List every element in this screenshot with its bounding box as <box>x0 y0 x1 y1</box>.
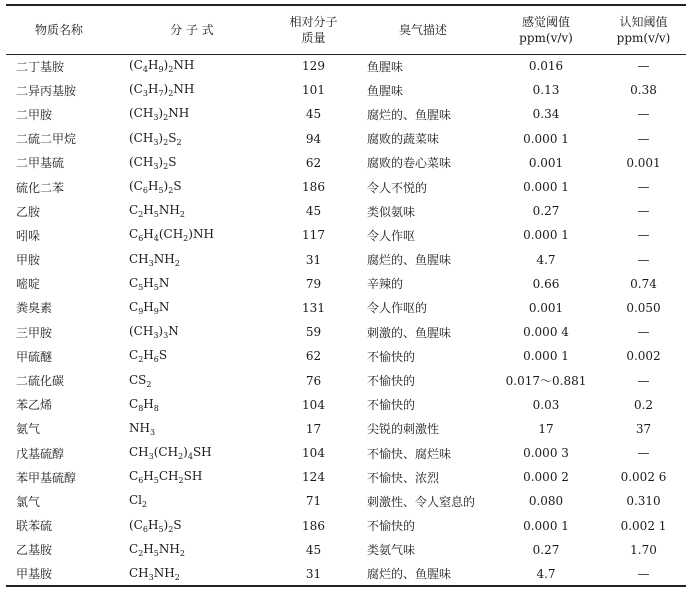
detection-threshold-cell: 4.7 <box>491 562 601 586</box>
molecular-weight-cell: 101 <box>302 83 325 98</box>
formula-subscript: 2 <box>179 548 185 558</box>
formula-cell <box>112 538 272 562</box>
substance-name-cell: 二甲胺 <box>16 107 53 122</box>
formula-text: N <box>158 299 170 314</box>
substance-name-cell: 甲胺 <box>16 253 41 268</box>
formula-text: )NH <box>188 227 214 242</box>
molecular-weight-cell: 117 <box>302 228 325 243</box>
formula-subscript: 3 <box>153 161 159 171</box>
recognition-threshold-cell: — <box>637 446 650 461</box>
table-row <box>6 514 686 538</box>
formula-cell <box>112 489 272 513</box>
formula-text: ) <box>163 517 169 532</box>
table-row <box>6 393 686 417</box>
odor-description-cell: 不愉快、浓烈 <box>367 470 440 485</box>
formula-text: ) <box>183 445 188 460</box>
formula-text: S <box>158 348 168 363</box>
formula-cell <box>112 393 272 417</box>
table-row <box>6 199 686 223</box>
formula-cell <box>112 296 272 320</box>
molecular-weight-cell: 94 <box>305 131 322 146</box>
formula-text: S <box>168 154 177 169</box>
formula-text: S <box>168 130 177 145</box>
table-row <box>6 489 686 513</box>
header-recognition-threshold: 认知阈值 ppm(v/v) <box>601 5 686 54</box>
molecular-weight-cell: 45 <box>305 204 322 219</box>
table-row <box>6 320 686 344</box>
odor-description-cell: 不愉快的 <box>367 374 416 389</box>
detection-threshold-cell: 0.000 1 <box>523 131 569 146</box>
formula-text: (CH <box>129 130 154 145</box>
molecular-weight-cell: 62 <box>305 155 322 170</box>
formula-text: H <box>147 82 159 97</box>
table-row <box>6 465 686 489</box>
formula-text: H <box>143 469 154 484</box>
molecular-weight-cell: 186 <box>302 518 325 533</box>
formula-text: H <box>143 299 154 314</box>
odor-description-cell: 令人作呕的 <box>367 301 428 316</box>
formula-cell <box>112 441 272 465</box>
formula-text: (C <box>129 58 143 73</box>
formula-text: C <box>129 541 139 556</box>
formula-subscript: 3 <box>142 89 148 99</box>
formula-subscript: 3 <box>148 572 154 582</box>
odor-description-cell: 不愉快的 <box>367 349 416 364</box>
detection-threshold-cell: 0.000 1 <box>523 180 569 195</box>
recognition-threshold-cell: — <box>637 228 650 243</box>
formula-subscript: 3 <box>153 113 159 123</box>
formula-text: (CH <box>129 154 154 169</box>
formula-cell <box>112 465 272 489</box>
odor-description-cell: 鱼腥味 <box>367 83 404 98</box>
formula-text: H <box>143 396 154 411</box>
header-substance-name: 物质名称 <box>6 5 112 54</box>
odor-description-cell: 刺激的、鱼腥味 <box>367 325 452 340</box>
formula-subscript: 2 <box>174 572 180 582</box>
odor-description-cell: 不愉快、腐烂味 <box>367 446 452 461</box>
formula-text: (CH <box>129 106 154 121</box>
formula-cell <box>112 344 272 368</box>
formula-cell <box>112 102 272 126</box>
formula-subscript: 5 <box>153 210 159 220</box>
formula-text: ) <box>158 154 164 169</box>
formula-subscript: 3 <box>153 331 159 341</box>
table-row <box>6 538 686 562</box>
formula-subscript: 2 <box>163 137 169 147</box>
formula-subscript: 2 <box>142 500 148 510</box>
recognition-threshold-cell: 0.74 <box>630 276 657 291</box>
formula-subscript: 2 <box>146 379 152 389</box>
formula-text: ) <box>158 130 164 145</box>
substance-name-cell: 二异丙基胺 <box>16 83 77 98</box>
formula-text: NH <box>158 541 180 556</box>
substance-name-cell: 粪臭素 <box>16 301 53 316</box>
formula-subscript: 5 <box>153 282 159 292</box>
recognition-threshold-cell: — <box>637 252 650 267</box>
recognition-threshold-cell: — <box>637 180 650 195</box>
odor-description-cell: 腐烂的、鱼腥味 <box>367 253 452 268</box>
formula-subscript: 2 <box>178 476 184 486</box>
odor-description-cell: 令人不悦的 <box>367 180 428 195</box>
formula-text: (CH <box>158 227 184 242</box>
detection-threshold-cell: 0.13 <box>532 83 560 98</box>
odor-description-cell: 类氨气味 <box>367 543 416 558</box>
formula-text: (CH <box>129 324 154 339</box>
table-row <box>6 368 686 392</box>
formula-text: CH <box>129 445 149 460</box>
table-row <box>6 127 686 151</box>
formula-subscript: 4 <box>142 65 148 75</box>
formula-subscript: 2 <box>179 210 185 220</box>
detection-threshold-cell: 17 <box>538 421 554 436</box>
formula-subscript: 6 <box>138 234 144 244</box>
recognition-threshold-cell: 0.001 <box>626 155 661 170</box>
formula-subscript: 9 <box>158 65 164 75</box>
substance-name-cell: 戊基硫醇 <box>16 446 65 461</box>
formula-subscript: 3 <box>148 452 154 462</box>
table-row <box>6 272 686 296</box>
formula-text: CH <box>158 469 179 484</box>
molecular-weight-cell: 45 <box>305 107 322 122</box>
recognition-threshold-cell: — <box>637 325 650 340</box>
recognition-threshold-cell: — <box>637 131 650 146</box>
detection-threshold-cell: 0.080 <box>528 494 564 509</box>
formula-text: H <box>143 541 154 556</box>
formula-text: H <box>147 58 159 73</box>
formula-cell <box>112 248 272 272</box>
formula-cell <box>112 199 272 223</box>
formula-text: C <box>129 299 139 314</box>
formula-text: C <box>129 469 139 484</box>
molecular-weight-cell: 104 <box>302 446 325 461</box>
substance-name-cell: 氯气 <box>16 494 41 509</box>
odor-threshold-table <box>6 4 686 587</box>
formula-cell <box>112 368 272 392</box>
header-odor-description: 臭气描述 <box>355 5 491 54</box>
molecular-weight-cell: 31 <box>272 562 355 586</box>
formula-subscript: 2 <box>138 548 144 558</box>
formula-cell <box>112 514 272 538</box>
formula-cell <box>112 175 272 199</box>
substance-name-cell: 甲基胺 <box>6 562 112 586</box>
recognition-threshold-cell: 1.70 <box>630 542 657 557</box>
table-row <box>6 151 686 175</box>
detection-threshold-cell: 0.27 <box>532 542 560 557</box>
molecular-weight-cell: 62 <box>305 349 322 364</box>
substance-name-cell: 乙基胺 <box>16 543 53 558</box>
formula-subscript: 8 <box>138 403 144 413</box>
formula-cell <box>112 272 272 296</box>
detection-threshold-cell: 0.000 1 <box>523 518 569 533</box>
detection-threshold-cell: 0.001 <box>528 155 564 170</box>
formula-subscript: 5 <box>153 548 159 558</box>
substance-name-cell: 三甲胺 <box>16 325 53 340</box>
table-row <box>6 102 686 126</box>
substance-name-cell: 嘧啶 <box>16 277 41 292</box>
detection-threshold-cell: 0.000 1 <box>523 349 569 364</box>
formula-text: NH <box>168 106 190 121</box>
table-row <box>6 54 686 78</box>
formula-subscript: 2 <box>168 524 174 534</box>
molecular-weight-cell: 31 <box>305 252 322 267</box>
formula-text: CS <box>129 372 147 387</box>
formula-text: S <box>173 179 182 194</box>
molecular-weight-cell: 129 <box>302 59 325 74</box>
detection-threshold-cell: 0.017～0.881 <box>505 374 587 389</box>
table-row <box>6 296 686 320</box>
detection-threshold-cell: 0.66 <box>532 276 560 291</box>
substance-name-cell: 苯甲基硫醇 <box>16 470 77 485</box>
formula-subscript: 6 <box>153 355 159 365</box>
molecular-weight-cell: 79 <box>305 276 322 291</box>
formula-text: S <box>173 517 182 532</box>
formula-text: ) <box>163 179 169 194</box>
header-formula: 分 子 式 <box>112 5 272 54</box>
formula-subscript: 2 <box>168 65 174 75</box>
formula-text: H <box>143 227 154 242</box>
table-row <box>6 417 686 441</box>
recognition-threshold-cell: 0.310 <box>626 494 661 509</box>
formula-subscript: 3 <box>148 258 154 268</box>
formula-subscript: 6 <box>142 186 148 196</box>
formula-subscript: 9 <box>153 306 159 316</box>
formula-text: CH <box>129 251 149 266</box>
formula-text: C <box>129 203 139 218</box>
odor-description-cell: 刺激性、令人窒息的 <box>367 494 476 509</box>
detection-threshold-cell: 0.03 <box>532 397 560 412</box>
formula-text: ) <box>163 82 169 97</box>
table-row <box>6 78 686 102</box>
formula-text: H <box>143 348 154 363</box>
formula-subscript: 5 <box>158 186 164 196</box>
formula-text: H <box>147 517 159 532</box>
recognition-threshold-cell: 0.002 <box>626 349 661 364</box>
formula-text: NH <box>153 251 175 266</box>
formula-subscript: 4 <box>153 234 159 244</box>
recognition-threshold-cell: 0.38 <box>630 83 657 98</box>
formula-cell <box>112 320 272 344</box>
formula-text: NH <box>129 420 150 435</box>
table-row <box>6 248 686 272</box>
molecular-weight-cell: 71 <box>305 494 322 509</box>
substance-name-cell: 苯乙烯 <box>16 398 53 413</box>
formula-subscript: 3 <box>153 137 159 147</box>
detection-threshold-cell: 0.27 <box>532 204 560 219</box>
molecular-weight-cell: 104 <box>302 397 325 412</box>
molecular-weight-cell: 186 <box>302 180 325 195</box>
formula-cell <box>112 562 272 586</box>
formula-text: NH <box>173 82 195 97</box>
molecular-weight-cell: 59 <box>305 325 322 340</box>
header-molecular-weight: 相对分子 质量 <box>272 5 355 54</box>
recognition-threshold-cell: 0.002 1 <box>620 518 667 533</box>
formula-text: (C <box>129 82 143 97</box>
formula-text: ) <box>158 324 164 339</box>
header-detection-threshold: 感觉阈值 ppm(v/v) <box>491 5 601 54</box>
formula-subscript: 4 <box>187 452 193 462</box>
formula-text: ) <box>163 58 169 73</box>
substance-name-cell: 硫化二苯 <box>16 180 65 195</box>
formula-text: NH <box>173 58 195 73</box>
formula-subscript: 2 <box>178 452 184 462</box>
formula-text: C <box>129 348 139 363</box>
formula-text: CH <box>129 565 149 580</box>
formula-text: ) <box>158 106 164 121</box>
substance-name-cell: 二丁基胺 <box>16 59 65 74</box>
table-body <box>6 54 686 586</box>
formula-cell <box>112 54 272 78</box>
formula-text: (C <box>129 179 143 194</box>
recognition-threshold-cell: — <box>601 562 686 586</box>
formula-text: H <box>143 203 154 218</box>
recognition-threshold-cell: 0.002 6 <box>620 470 667 485</box>
recognition-threshold-cell: 37 <box>635 421 652 436</box>
formula-subscript: 7 <box>158 89 164 99</box>
odor-description-cell: 腐败的卷心菜味 <box>367 156 452 171</box>
formula-text: (C <box>129 517 143 532</box>
recognition-threshold-cell: — <box>637 373 650 388</box>
formula-cell <box>112 78 272 102</box>
formula-cell <box>112 223 272 247</box>
detection-threshold-cell: 0.000 4 <box>523 325 569 340</box>
header-row <box>6 5 686 54</box>
formula-subscript: 5 <box>138 282 144 292</box>
formula-text: N <box>158 275 170 290</box>
detection-threshold-cell: 0.001 <box>528 300 564 315</box>
substance-name-cell: 二甲基硫 <box>16 156 65 171</box>
substance-name-cell: 乙胺 <box>16 204 41 219</box>
molecular-weight-cell: 45 <box>305 542 322 557</box>
odor-description-cell: 腐烂的、鱼腥味 <box>367 107 452 122</box>
molecular-weight-cell: 76 <box>305 373 322 388</box>
molecular-weight-cell: 131 <box>302 300 325 315</box>
formula-text: (CH <box>153 445 179 460</box>
formula-subscript: 5 <box>158 524 164 534</box>
formula-text: NH <box>158 203 180 218</box>
formula-subscript: 2 <box>176 137 182 147</box>
formula-cell <box>112 417 272 441</box>
table-row <box>6 175 686 199</box>
recognition-threshold-cell: — <box>637 107 650 122</box>
detection-threshold-cell: 0.000 2 <box>523 470 569 485</box>
formula-text: C <box>129 227 139 242</box>
substance-name-cell: 二硫化碳 <box>16 374 65 389</box>
odor-description-cell: 辛辣的 <box>367 277 404 292</box>
formula-subscript: 6 <box>142 524 148 534</box>
odor-description-cell: 不愉快的 <box>367 519 416 534</box>
substance-name-cell: 甲硫醚 <box>16 349 53 364</box>
formula-subscript: 2 <box>168 186 174 196</box>
detection-threshold-cell: 4.7 <box>536 252 556 267</box>
odor-description-cell: 令人作呕 <box>367 228 416 243</box>
formula-subscript: 3 <box>163 331 169 341</box>
formula-text: C <box>129 275 139 290</box>
table-row <box>6 441 686 465</box>
formula-subscript: 3 <box>149 427 156 437</box>
formula-text: SH <box>192 445 212 460</box>
formula-subscript: 2 <box>174 258 180 268</box>
substance-name-cell: 吲哚 <box>16 228 41 243</box>
molecular-weight-cell: 17 <box>305 421 322 436</box>
formula-subscript: 2 <box>168 89 174 99</box>
odor-description-cell: 鱼腥味 <box>367 59 404 74</box>
formula-subscript: 8 <box>153 403 159 413</box>
detection-threshold-cell: 0.000 1 <box>523 228 569 243</box>
formula-subscript: 2 <box>163 113 169 123</box>
formula-text: H <box>143 275 154 290</box>
substance-name-cell: 氨气 <box>16 422 41 437</box>
formula-subscript: 2 <box>163 161 169 171</box>
recognition-threshold-cell: 0.2 <box>633 397 654 412</box>
odor-description-cell: 腐败的蔬菜味 <box>367 132 440 147</box>
recognition-threshold-cell: 0.050 <box>626 300 661 315</box>
formula-text: NH <box>153 565 175 580</box>
table-row <box>6 223 686 247</box>
table-row <box>6 562 686 586</box>
formula-subscript: 5 <box>153 476 159 486</box>
detection-threshold-cell: 0.016 <box>528 59 564 74</box>
odor-description-cell: 不愉快的 <box>367 398 416 413</box>
formula-text: H <box>147 179 159 194</box>
table-row <box>6 344 686 368</box>
odor-description-cell: 尖锐的刺激性 <box>367 422 440 437</box>
molecular-weight-cell: 124 <box>302 470 325 485</box>
formula-cell <box>112 127 272 151</box>
formula-subscript: 2 <box>183 234 189 244</box>
formula-text: N <box>168 324 179 339</box>
formula-cell <box>112 151 272 175</box>
formula-subscript: 2 <box>138 355 144 365</box>
substance-name-cell: 联苯硫 <box>16 519 53 534</box>
formula-text: SH <box>183 469 203 484</box>
substance-name-cell: 二硫二甲烷 <box>16 132 77 147</box>
recognition-threshold-cell: — <box>637 204 650 219</box>
detection-threshold-cell: 0.000 3 <box>523 446 569 461</box>
formula-subscript: 9 <box>138 306 144 316</box>
formula-text: Cl <box>129 493 143 508</box>
formula-text: C <box>129 396 139 411</box>
odor-description-cell: 类似氨味 <box>367 204 416 219</box>
detection-threshold-cell: 0.34 <box>532 107 560 122</box>
formula-subscript: 2 <box>138 210 144 220</box>
recognition-threshold-cell: — <box>637 59 650 74</box>
formula-subscript: 6 <box>138 476 144 486</box>
odor-description-cell: 腐烂的、鱼腥味 <box>355 562 491 586</box>
